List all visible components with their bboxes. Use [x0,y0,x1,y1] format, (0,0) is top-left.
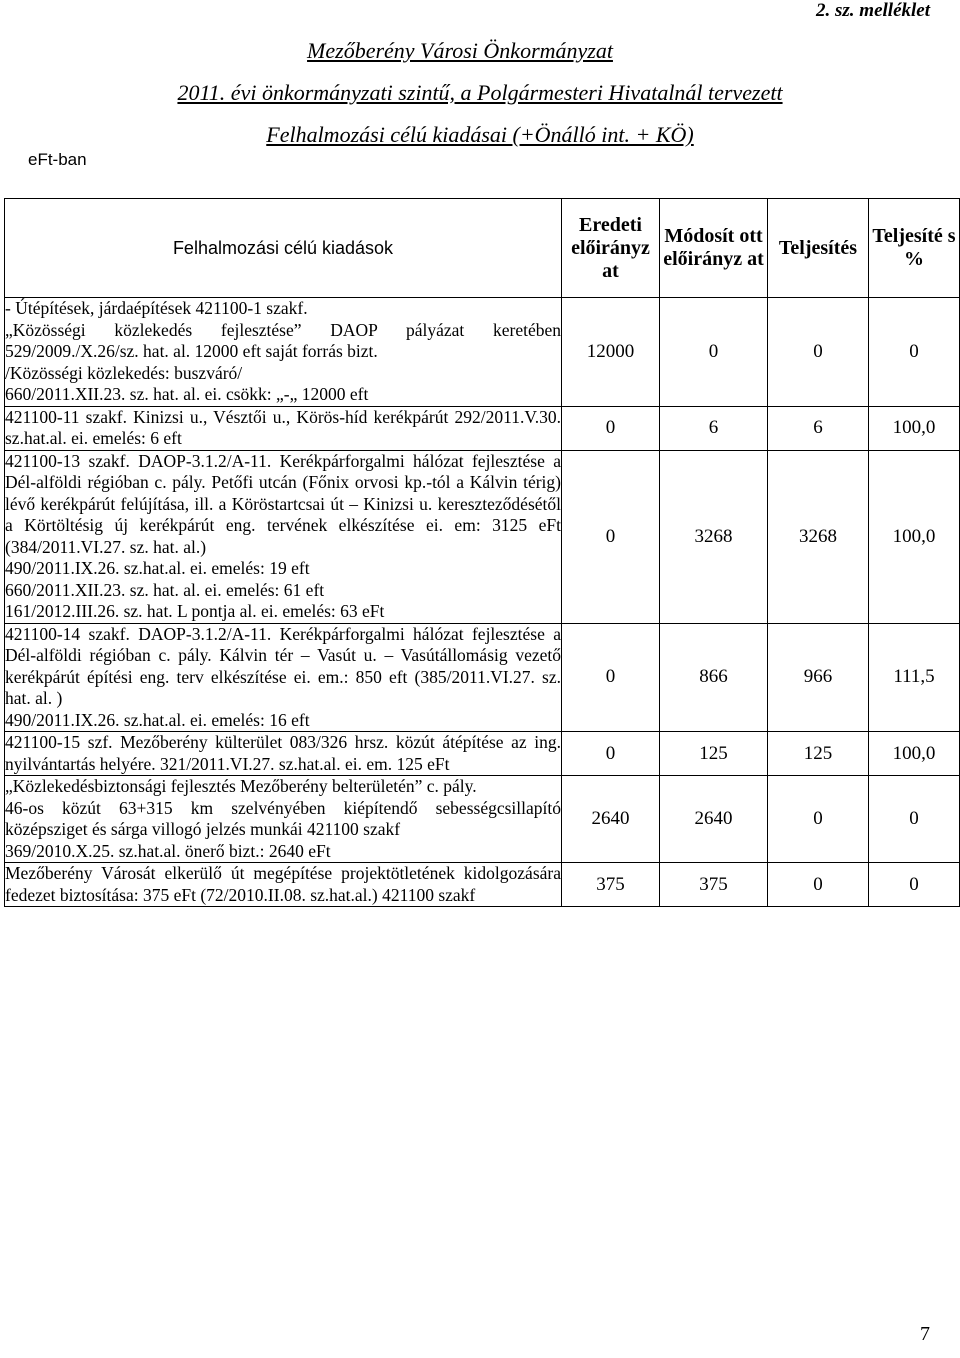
row-description [5,863,562,907]
description-line: „Közlekedésbiztonsági fejlesztés Mezőberény belterületén” c. pály. [5,776,477,796]
description-line: 490/2011.IX.26. sz.hat.al. ei. emelés: 19 eft [5,558,310,578]
performance-value: 0 [768,298,869,407]
original-budget-value: 12000 [562,298,660,407]
performance-value: 966 [768,623,869,732]
performance-percent-value: 111,5 [869,623,960,732]
description-line: 660/2011.XII.23. sz. hat. al. ei. emelés: 61 eft [5,579,325,600]
table-row [5,863,960,907]
original-budget-value: 0 [562,406,660,450]
performance-percent-value: 100,0 [869,406,960,450]
modified-budget-value: 6 [660,406,768,450]
row-description [5,776,562,863]
description-line: 421100-13 szakf. DAOP-3.1.2/A-11. Kerékpárforgalmi hálózat fejlesztése a Dél-alföldi régióban c. pály. Petőfi utcán (Főnix orvosi kp.-tól a Kálvin térig) lévő kerékpárút felújítása, ill. a Köröstartcsai út – Kinizsi u. kereszteződésétől a Körtöltésig új kerékpárút eng. tervének elkészítése ei. em: 3125 eFt (384/2011.VI.27. sz. hat. al.) [5,450,561,557]
header-modified-budget: Módosít ott előirányz at [660,199,768,298]
title-line-3: Felhalmozási célú kiadásai (+Önálló int. + KÖ) [266,122,694,147]
original-budget-value: 0 [562,732,660,776]
header-label: Felhalmozási célú kiadások [5,199,562,298]
table-row [5,298,960,407]
performance-value: 6 [768,406,869,450]
description-line: 421100-15 szf. Mezőberény külterület 083/326 hrsz. közút átépítése az ing. nyilvántartás helyére. 321/2011.VI.27. sz.hat.al. ei. em. 125 eFt [5,732,561,774]
row-description [5,406,562,450]
modified-budget-value: 866 [660,623,768,732]
description-line: /Közösségi közlekedés: buszváró/ [5,362,243,383]
title-line-1: Mezőberény Városi Önkormányzat [307,38,613,63]
performance-percent-value: 0 [869,298,960,407]
table-row [5,776,960,863]
table-row [5,406,960,450]
description-line: 421100-14 szakf. DAOP-3.1.2/A-11. Kerékpárforgalmi hálózat fejlesztése a Dél-alföldi régióban c. pály. Kálvin tér – Vasút u. – Vasútállomásig vezető kerékpárút építési eng. terv elkészítése ei. em.: 850 eft (385/2011.VI.27. sz. hat. al. ) [5,623,561,708]
description-line: 369/2010.X.25. sz.hat.al. önerő bizt.: 2640 eFt [5,840,331,861]
modified-budget-value: 125 [660,732,768,776]
modified-budget-value: 3268 [660,450,768,623]
row-description [5,298,562,407]
performance-percent-value: 0 [869,776,960,863]
description-line: 421100-11 szakf. Kinizsi u., Vésztői u., Körös-híd kerékpárút 292/2011.V.30. sz.hat.al. ei. emelés: 6 eft [5,406,561,448]
description-line: „Közösségi közlekedés fejlesztése” DAOP pályázat keretében 529/2009./X.26/sz. hat. al. 12000 eft saját forrás bizt. [5,319,561,361]
title-line-2: 2011. évi önkormányzati szintű, a Polgármesteri Hivatalnál tervezett [177,80,783,105]
performance-value: 125 [768,732,869,776]
table-row [5,732,960,776]
original-budget-value: 375 [562,863,660,907]
row-description [5,623,562,732]
performance-percent-value: 100,0 [869,450,960,623]
description-line: Mezőberény Városát elkerülő út megépítése projektötletének kidolgozására fedezet biztosítása: 375 eFt (72/2010.II.08. sz.hat.al.) 421100 szakf [5,863,561,905]
description-line: - Útépítések, járdaépítések 421100-1 szakf. [5,298,308,318]
performance-value: 0 [768,776,869,863]
table-header-row [5,199,960,298]
table-row [5,623,960,732]
performance-percent-value: 100,0 [869,732,960,776]
description-line: 161/2012.III.26. sz. hat. L pontja al. ei. emelés: 63 eFt [5,601,385,621]
performance-percent-value: 0 [869,863,960,907]
modified-budget-value: 375 [660,863,768,907]
description-line: 490/2011.IX.26. sz.hat.al. ei. emelés: 16 eft [5,709,310,730]
modified-budget-value: 0 [660,298,768,407]
table-row [5,450,960,623]
header-original-budget: Eredeti előirányz at [562,199,660,298]
row-description [5,732,562,776]
page-number: 7 [920,1323,930,1345]
original-budget-value: 0 [562,623,660,732]
unit-label: eFt-ban [28,150,87,169]
description-line: 660/2011.XII.23. sz. hat. al. ei. csökk: „-„ 12000 eft [5,384,369,404]
modified-budget-value: 2640 [660,776,768,863]
description-line: 46-os közút 63+315 km szelvényében kiépítendő sebességcsillapító középsziget és sárga villogó jelzés munkái 421100 szakf [5,797,561,839]
performance-value: 3268 [768,450,869,623]
header-performance: Teljesítés [768,199,869,298]
header-performance-percent: Teljesíté s % [869,199,960,298]
annex-label: 2. sz. melléklet [816,0,930,21]
row-description [5,450,562,623]
expenditure-table [4,198,960,907]
original-budget-value: 0 [562,450,660,623]
original-budget-value: 2640 [562,776,660,863]
performance-value: 0 [768,863,869,907]
